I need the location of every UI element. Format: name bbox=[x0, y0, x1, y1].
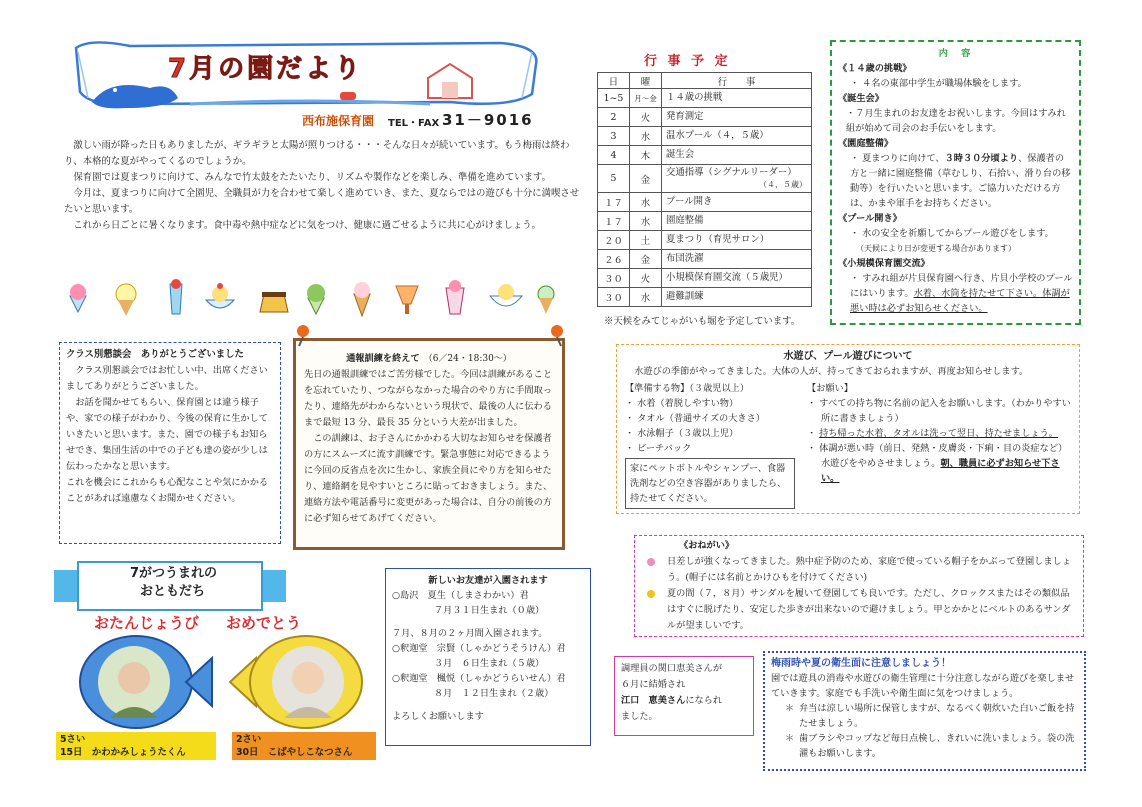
marriage-box bbox=[614, 656, 754, 736]
class-meeting-title: クラス別懇談会 ありがとうございました bbox=[66, 349, 244, 360]
drill-paragraph: この訓練は、お子さんにかかわる大切なお知らせを保護者の方にスムーズに流す訓練です。緊急事態に対応できるように今回の反省点を次に生かし、家族全員にやり方を知らせたり、連絡網を見やすいところに貼っておきましょう。また、連絡方法や電話番号に変更があった場合は、自分の前後の方に必ず知らせてあげてください。 bbox=[304, 433, 553, 524]
events-event bbox=[662, 89, 812, 108]
contents-item: ・ 夏まつりに向けて、３時３０分頃より、保護者の方と一緒に園庭整備（草むしり、石拾い、滑り台の移動等）を行いたいと思います。ご協力いただける方は、かまや軍手をお持ちください。 bbox=[850, 153, 1071, 209]
hygiene-title: 梅雨時や夏の衛生面に注意しましょう！ bbox=[771, 658, 951, 669]
water-play-title: 水遊び、プール遊びについて bbox=[783, 351, 913, 362]
events-row bbox=[598, 250, 812, 269]
events-event-text: 布団洗濯 bbox=[666, 253, 704, 264]
birthday-banner-line1: 7がつうまれの bbox=[130, 566, 218, 581]
yellow-dot-icon bbox=[647, 590, 655, 598]
contents-box bbox=[830, 40, 1081, 325]
hygiene-box bbox=[763, 651, 1086, 771]
events-event-text: 避難訓練 bbox=[666, 291, 704, 302]
events-event bbox=[662, 212, 812, 231]
water-prep-column bbox=[625, 381, 805, 509]
request-box bbox=[634, 535, 1084, 637]
events-event bbox=[662, 127, 812, 146]
events-event bbox=[662, 193, 812, 212]
hygiene-item bbox=[771, 701, 1078, 731]
school-name: 西布施保育園 bbox=[302, 114, 375, 128]
events-dow: 火 bbox=[630, 269, 662, 288]
water-prep-item: ・ 水着（着脱しやすい物） bbox=[625, 398, 739, 409]
water-request-item: ・ 持ち帰った水着、タオルは洗って翌日、持たせましょう。 bbox=[807, 428, 1058, 439]
events-event bbox=[662, 269, 812, 288]
events-event bbox=[662, 165, 812, 193]
marriage-line bbox=[621, 693, 747, 709]
fish-photo-frame-1 bbox=[74, 632, 214, 732]
events-event-text: 発育測定 bbox=[666, 111, 704, 122]
water-prep-item: ・ タオル（普通サイズの大きさ） bbox=[625, 413, 765, 424]
water-prep-item: ・ 水泳帽子（３歳以上児） bbox=[625, 428, 739, 439]
contents-item: ・ ４名の東部中学生が職場体験をします。 bbox=[850, 78, 1027, 89]
new-friends-title: 新しいお友達が入園されます bbox=[428, 575, 548, 586]
intro-paragraph: 今月は、夏まつりに向けて全園児、全職員が力を合わせて楽しく進めていき、また、夏ならではの遊びも十分に満喫させたいと思います。 bbox=[64, 188, 580, 215]
class-meeting-box bbox=[59, 342, 281, 544]
events-row bbox=[598, 269, 812, 288]
events-event bbox=[662, 288, 812, 307]
events-dow: 火 bbox=[630, 108, 662, 127]
new-friend-name: ○釈迦堂 宗賢（しゃかどうそうけん）君 bbox=[392, 643, 566, 654]
child-photo-placeholder bbox=[118, 662, 150, 694]
events-day: ３０ bbox=[598, 288, 630, 307]
birthday-greeting-2: おめでとう bbox=[226, 614, 302, 632]
new-friends-closing: よろしくお願いします bbox=[392, 711, 484, 722]
events-dow: 水 bbox=[630, 288, 662, 307]
contents-text: 、保護者の方と一緒に園庭整備（草むしり、石拾い、滑り台の移動等）を行いたいと思います。ご協力いただける方は、かまや軍手をお持ちください。 bbox=[850, 153, 1071, 209]
child-date: 15日 bbox=[60, 747, 83, 758]
events-day: ２６ bbox=[598, 250, 630, 269]
water-prep-item: ・ ビーチバック bbox=[625, 443, 692, 454]
child-info bbox=[60, 746, 212, 759]
events-event-text: 園庭整備 bbox=[666, 215, 704, 226]
events-day: 2 bbox=[598, 108, 630, 127]
contents-note: （天候により日が変更する場合があります） bbox=[856, 244, 1016, 253]
events-row bbox=[598, 288, 812, 307]
water-request-item: ・ 体調が悪い時（前日、発熱・皮膚炎・下痢・目の炎症など）水遊びをやめさせましょう。朝、職員に必ずお知らせ下さい。 bbox=[807, 443, 1068, 484]
events-dow: 木 bbox=[630, 146, 662, 165]
contents-item: ・７月生まれのお友達をお祝いします。今回はすみれ組が始めて司会のお手伝いをします。 bbox=[846, 108, 1066, 134]
events-dow: 月～金 bbox=[630, 89, 662, 108]
request-title: 《おねがい》 bbox=[679, 540, 735, 551]
events-row bbox=[598, 127, 812, 146]
events-dow: 水 bbox=[630, 212, 662, 231]
events-row bbox=[598, 165, 812, 193]
events-event bbox=[662, 146, 812, 165]
marriage-line: ました。 bbox=[621, 711, 658, 722]
child-date: 30日 bbox=[236, 747, 259, 758]
events-event-text: １４歳の挑戦 bbox=[666, 92, 723, 103]
water-prep-text: タオル（普通サイズの大きさ） bbox=[637, 413, 765, 424]
tel-label: TEL・FAX bbox=[388, 118, 440, 129]
child-photo-placeholder bbox=[292, 662, 324, 694]
water-request-text: すべての持ち物に名前の記入をお願いします。（わかりやすい所に書きましょう） bbox=[819, 398, 1071, 424]
contents-section-heading: 《園庭整備》 bbox=[838, 138, 894, 149]
contents-text: 水の安全を祈願してからプール遊びをします。 bbox=[862, 228, 1054, 239]
child-age: 2さい bbox=[236, 734, 262, 745]
contents-item: ・ すみれ組が片貝保育園へ行き、片貝小学校のプールにはいります。水着、水筒を持たせて下さい。体調が悪い時は必ずお知らせください。 bbox=[850, 273, 1073, 314]
header-banner bbox=[70, 38, 550, 118]
drill-header bbox=[304, 351, 554, 367]
events-day: 1~5 bbox=[598, 89, 630, 108]
events-dow: 水 bbox=[630, 193, 662, 212]
child-age: 5さい bbox=[60, 734, 86, 745]
tel-number: 31－9016 bbox=[442, 111, 534, 129]
events-dow: 金 bbox=[630, 250, 662, 269]
water-prep-text: 水泳帽子（３歳以上児） bbox=[637, 428, 739, 439]
shaved-ice-icon bbox=[70, 284, 86, 312]
marriage-text: になられ bbox=[685, 695, 723, 706]
pushpin-icon bbox=[546, 323, 568, 347]
request-text: 日差しが強くなってきました。熱中症予防のため、家庭で使っている帽子をかぶって登園しましょう。(帽子には名前とかけひもを付けてください) bbox=[667, 556, 1071, 583]
birthday-child-1-card bbox=[56, 732, 216, 760]
birthday-greeting-1: おたんじょうび bbox=[94, 614, 200, 632]
events-day: ２０ bbox=[598, 231, 630, 250]
asterisk-icon: ＊ bbox=[785, 703, 795, 714]
request-item bbox=[643, 554, 1075, 586]
fish-photo-frame-2 bbox=[228, 632, 368, 732]
dessert-cup-icon bbox=[490, 284, 522, 306]
class-meeting-paragraph: これを機会にこれからも心配なことや気にかかることがあれば遠慮なくお聞かせください。 bbox=[66, 477, 269, 504]
events-note: ※天候をみてじゃがいも堀を予定しています。 bbox=[604, 316, 801, 327]
contents-section-heading: 《プール開き》 bbox=[838, 213, 902, 224]
class-meeting-paragraph: お話を聞かせてもらい、保育園とは違う様子や、家での様子がわかり、今後の保育に生かしていきたいと思います。また、園での様子もお知らせでき、集団生活の中での子ども達の姿が少しは伝わったかなと思います。 bbox=[66, 397, 268, 472]
contents-text-underlined: 水着、水筒を持たせて下さい。体調が悪い時は必ずお知らせください。 bbox=[850, 288, 1070, 314]
contents-section-heading: 《小規模保育園交流》 bbox=[838, 258, 930, 269]
events-row bbox=[598, 193, 812, 212]
events-row bbox=[598, 212, 812, 231]
child-name: こばやしこなつさん bbox=[267, 747, 353, 758]
marriage-line: ６月に結婚され bbox=[621, 679, 686, 690]
pudding-icon bbox=[260, 292, 288, 312]
child-name: かわかみしょうたくん bbox=[91, 747, 186, 758]
drill-date: （6／24・18:30～） bbox=[423, 354, 512, 364]
water-request-text: 体調が悪い時（前日、発熱・皮膚炎・下痢・目の炎症など）水遊びをやめさせましょう。 bbox=[819, 443, 1068, 469]
intro-paragraph: 保育園では夏まつりに向けて、みんなで竹太鼓をたたいたり、リズムや製作などを楽しみ、準備を進めています。 bbox=[73, 172, 551, 183]
ice-cream-icon bbox=[538, 286, 554, 314]
events-dow: 金 bbox=[630, 165, 662, 193]
birthday-child-2-card bbox=[232, 732, 376, 760]
water-request-item: ・ すべての持ち物に名前の記入をお願いします。（わかりやすい所に書きましょう） bbox=[807, 398, 1071, 424]
contents-section-heading: 《１４歳の挑戦》 bbox=[838, 63, 912, 74]
events-event bbox=[662, 231, 812, 250]
water-request-text: 持ち帰った水着、タオルは洗って翌日、持たせましょう。 bbox=[819, 428, 1058, 439]
water-prep-text: 水着（着脱しやすい物） bbox=[637, 398, 739, 409]
events-row bbox=[598, 89, 812, 108]
water-play-intro: 水遊びの季節がやってきました。大体の人が、持ってきておられますが、再度お知らせします。 bbox=[634, 366, 1029, 377]
events-row bbox=[598, 231, 812, 250]
events-day: １７ bbox=[598, 212, 630, 231]
events-day: 4 bbox=[598, 146, 630, 165]
contents-text: ７月生まれのお友達をお祝いします。今回はすみれ組が始めて司会のお手伝いをします。 bbox=[846, 108, 1066, 134]
water-prep-heading: 【準備する物】（３歳児以上） bbox=[625, 383, 750, 394]
events-day: 5 bbox=[598, 165, 630, 193]
events-row bbox=[598, 108, 812, 127]
intro-paragraph: 激しい雨が降った日もありましたが、ギラギラと太陽が照りつける・・・そんな日々が続いています。もう梅雨は終わり、本格的な夏がやってくるのでしょうか。 bbox=[64, 140, 570, 167]
drill-paragraph: 先日の通報訓練ではご苦労様でした。今回は訓練があることを忘れていたり、つながらなかった場合のやり方に手間取ったり、連絡先がわからないという現状で、最後の人に伝わるまで最短 13 分、最長 35 分という大差が出ました。 bbox=[304, 369, 553, 428]
class-meeting-paragraph: クラス別懇談会ではお忙しい中、出席くださいましてありがとうございました。 bbox=[66, 365, 268, 392]
intro-text bbox=[64, 138, 584, 234]
contents-title: 内 容 bbox=[938, 48, 973, 59]
events-header-day: 日 bbox=[598, 73, 630, 89]
contents-section-heading: 《誕生会》 bbox=[838, 93, 884, 104]
events-title: 行 事 予 定 bbox=[644, 54, 731, 69]
events-event-text: 交通指導（シグナルリーダー） bbox=[666, 166, 797, 178]
hygiene-item bbox=[771, 731, 1078, 761]
water-request-heading: 【お願い】 bbox=[807, 383, 853, 394]
water-prep-text: ビーチバック bbox=[637, 443, 692, 454]
new-friend-name: ○島沢 夏生（しまさわかい）君 bbox=[392, 590, 529, 601]
events-day: １７ bbox=[598, 193, 630, 212]
water-request-column bbox=[807, 381, 1073, 486]
birthday-banner-line2: おともだち bbox=[140, 584, 206, 599]
hygiene-text: 弁当は涼しい場所に保管しますが、なるべく朝炊いた白いご飯を持たせましょう。 bbox=[799, 703, 1075, 729]
contents-text-bold: ３時３０分頃より bbox=[944, 153, 1019, 164]
events-event bbox=[662, 250, 812, 269]
events-event-text: 誕生会 bbox=[666, 149, 695, 160]
soda-glass-icon bbox=[170, 279, 182, 314]
water-play-box bbox=[616, 344, 1080, 514]
new-friend-birth: ３月 ６日生まれ（５歳） bbox=[434, 658, 545, 669]
request-text: 夏の間（７，８月）サンダルを履いて登園しても良いです。ただし、クロックスまたはその類似品はすぐに脱げたり、安定した歩きが出来ないので避けましょう。甲とかかとにベルトのあるサンダルが望ましいです。 bbox=[667, 588, 1071, 631]
new-friend-birth: ７月３１日生まれ（０歳） bbox=[434, 605, 545, 616]
drill-title: 通報訓練を終えて bbox=[346, 353, 420, 364]
events-event-text: 温水プール（４，５歳） bbox=[666, 130, 769, 141]
new-friends-period: ７月、８月の２ヶ月間入園されます。 bbox=[392, 628, 548, 639]
new-friends-box bbox=[385, 568, 591, 746]
child-info bbox=[236, 746, 372, 759]
marriage-line: 調理員の関口恵美さんが bbox=[621, 663, 723, 674]
intro-paragraph: これから日ごとに暑くなります。食中毒や熱中症などに気をつけ、健康に過ごせるように共に心がけましょう。 bbox=[73, 220, 542, 231]
newsletter-title: 7月の園だより bbox=[168, 54, 364, 84]
new-friend-birth: ８月 １２日生まれ（２歳） bbox=[434, 688, 554, 699]
ice-cream-decoration-row bbox=[66, 278, 556, 318]
hygiene-body: 園では遊具の消毒や水遊びの衛生管理に十分注意しながら遊びを楽しませていきます。家庭でも手洗いや衛生面に気をつけましょう。 bbox=[771, 673, 1075, 699]
ice-cream-cone-icon bbox=[116, 284, 136, 316]
water-request-text-emphasis: 朝、職員に必ずお知らせ下さい。 bbox=[821, 458, 1060, 484]
contents-text: すみれ組が片貝保育園へ行き、片貝小学校のプールにはいります。 bbox=[850, 273, 1073, 299]
tropical-drink-icon bbox=[396, 286, 418, 314]
hygiene-text: 歯ブラシやコップなど毎日点検し、きれいに洗いましょう。袋の洗濯もお願いします。 bbox=[799, 733, 1075, 759]
events-dow: 土 bbox=[630, 231, 662, 250]
events-event bbox=[662, 108, 812, 127]
contents-text: ４名の東部中学生が職場体験をします。 bbox=[862, 78, 1027, 89]
events-day: 3 bbox=[598, 127, 630, 146]
asterisk-icon: ＊ bbox=[785, 733, 795, 744]
request-item bbox=[643, 586, 1075, 634]
events-table bbox=[597, 72, 812, 307]
events-event-text: 夏まつり（育児サロン） bbox=[666, 234, 770, 245]
events-header-event: 行 事 bbox=[662, 73, 812, 89]
pink-dot-icon bbox=[647, 558, 655, 566]
cone-icon bbox=[354, 282, 370, 316]
pushpin-icon bbox=[292, 323, 314, 347]
marriage-new-name: 江口 恵美さん bbox=[621, 695, 686, 706]
events-event-text: 小規模保育園交流（５歳児） bbox=[666, 272, 788, 283]
matcha-ice-icon bbox=[307, 284, 325, 314]
contents-text: 夏まつりに向けて、 bbox=[862, 153, 945, 164]
parfait-icon bbox=[446, 280, 464, 314]
drill-board bbox=[293, 338, 565, 550]
events-day: ３０ bbox=[598, 269, 630, 288]
sundae-icon bbox=[206, 283, 234, 308]
water-container-note: 家にペットボトルやシャンプー、食器洗剤などの空き容器がありましたら、持たせてください。 bbox=[625, 458, 795, 509]
events-event-sub: （４，５歳） bbox=[759, 179, 807, 189]
events-event-text: プール開き bbox=[666, 196, 713, 207]
events-header-dow: 曜 bbox=[630, 73, 662, 89]
events-row bbox=[598, 146, 812, 165]
new-friend-name: ○釈迦堂 楓悦（しゃかどうらいせん）君 bbox=[392, 673, 566, 684]
contents-item: ・ 水の安全を祈願してからプール遊びをします。 bbox=[850, 228, 1054, 239]
events-dow: 水 bbox=[630, 127, 662, 146]
